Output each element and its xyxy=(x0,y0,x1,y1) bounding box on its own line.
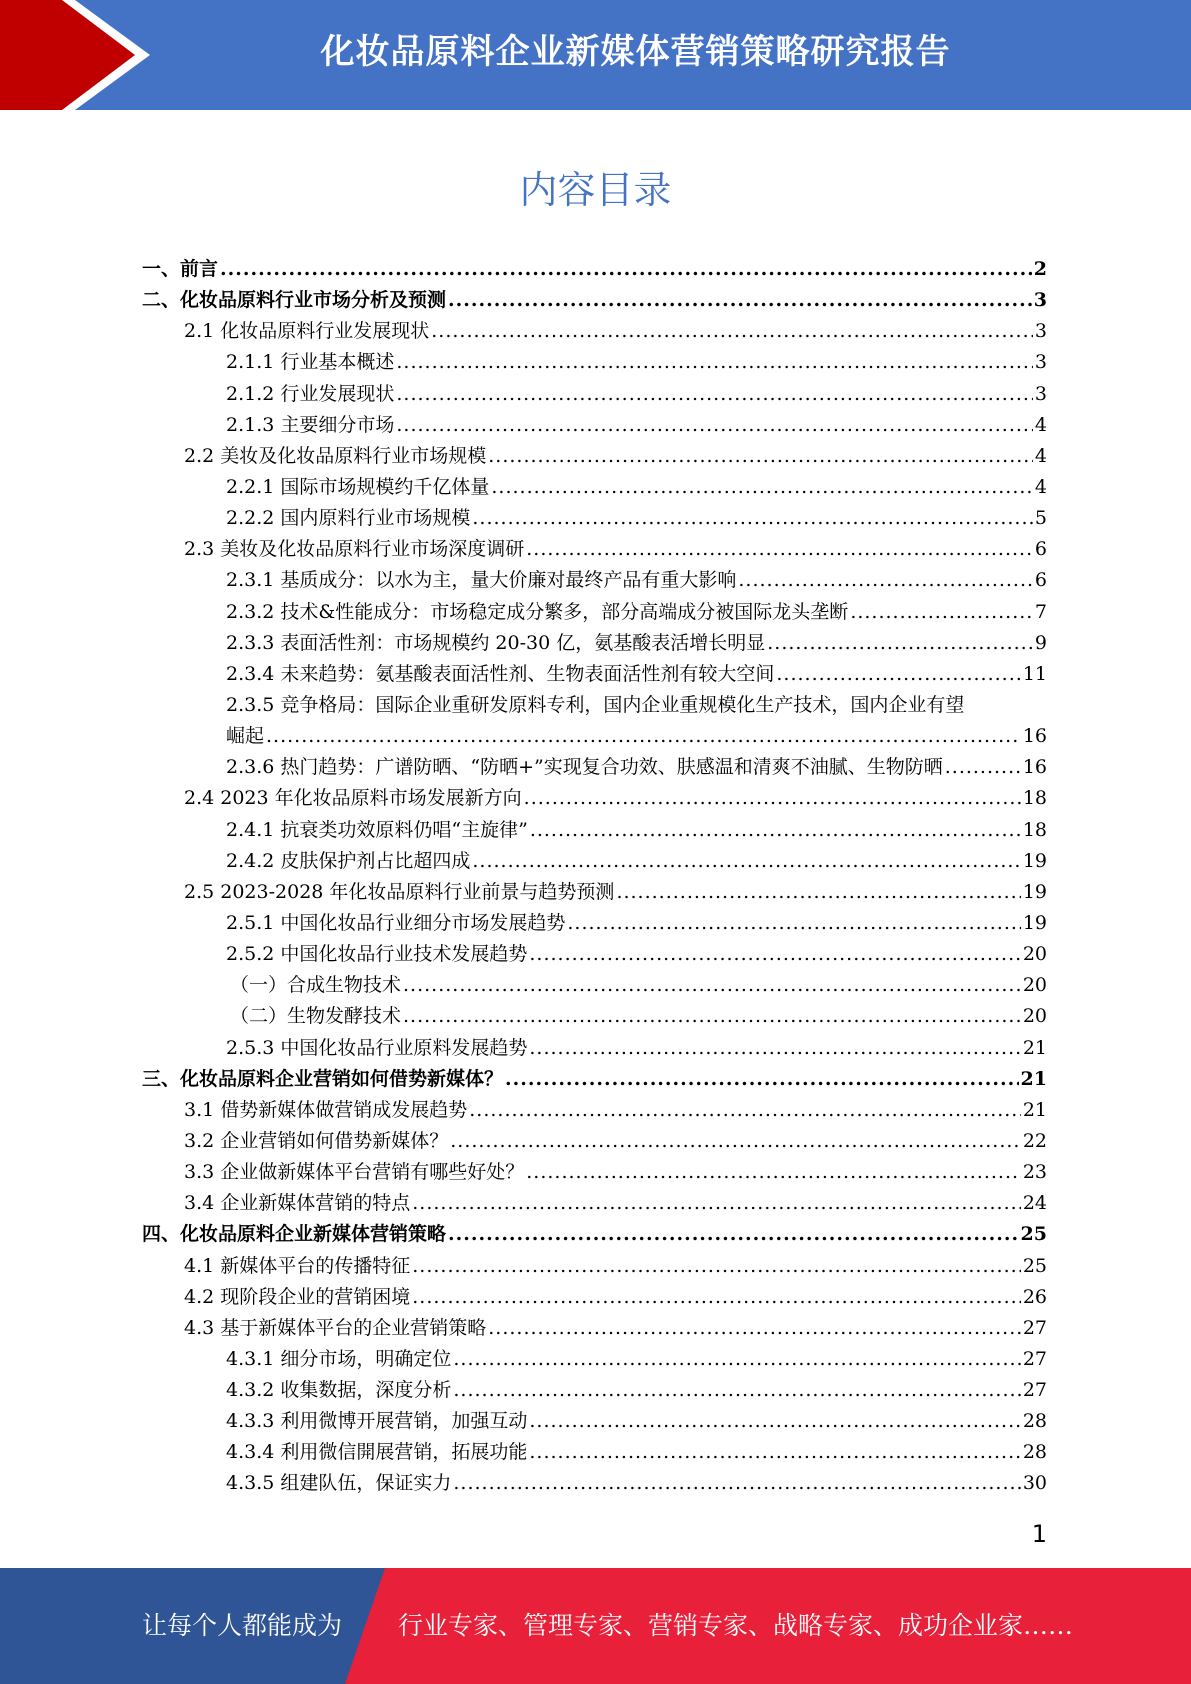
toc-entry-page: 28 xyxy=(1022,1441,1047,1464)
footer-slogan-left: 让每个人都能成为 xyxy=(142,1611,343,1640)
toc-entry[interactable] xyxy=(142,721,1047,752)
toc-leader-dots xyxy=(488,441,1033,472)
toc-entry-label: 2.1.1 行业基本概述 xyxy=(226,351,395,374)
toc-leader-dots xyxy=(469,1095,1021,1126)
toc-entry-page: 18 xyxy=(1022,818,1047,841)
toc-entry-label: 2.5 2023-2028 年化妆品原料行业前景与趋势预测 xyxy=(184,880,615,903)
toc-entry[interactable] xyxy=(142,752,1047,783)
toc-leader-dots xyxy=(616,877,1020,908)
toc-entry-label: 2.3.6 热门趋势：广谱防晒、“防晒+”实现复合功效、肤感温和清爽不油腻、生物防晒 xyxy=(226,756,943,779)
toc-leader-dots xyxy=(850,597,1033,628)
toc-entry[interactable] xyxy=(142,410,1047,441)
toc-leader-dots xyxy=(505,1064,1019,1095)
toc-entry-label: 3.1 借势新媒体做营销成发展趋势 xyxy=(184,1098,468,1121)
toc-entry-page: 23 xyxy=(1022,1161,1047,1184)
toc-entry-label: 4.2 现阶段企业的营销困境 xyxy=(184,1285,411,1308)
toc-entry[interactable] xyxy=(142,939,1047,970)
toc-entry-label: 4.3.2 收集数据，深度分析 xyxy=(226,1379,452,1402)
toc-entry-page: 27 xyxy=(1022,1316,1047,1339)
toc-entry-label: 2.4.2 皮肤保护剂占比超四成 xyxy=(226,849,471,872)
toc-entry-label: 2.2 美妆及化妆品原料行业市场规模 xyxy=(184,444,487,467)
toc-entry-label: 2.3.1 基质成分：以水为主，量大价廉对最终产品有重大影响 xyxy=(226,569,737,592)
toc-leader-dots xyxy=(266,721,1021,752)
toc-entry[interactable] xyxy=(142,628,1047,659)
footer-slogan-right: 行业专家、管理专家、营销专家、战略专家、成功企业家…… xyxy=(398,1611,1074,1640)
toc-leader-dots xyxy=(529,1406,1020,1437)
toc-entry-page: 16 xyxy=(1022,756,1047,779)
toc-entry-label: （二）生物发酵技术 xyxy=(230,1005,402,1028)
toc-entry-label: 2.3 美妆及化妆品原料行业市场深度调研 xyxy=(184,538,525,561)
toc-entry[interactable] xyxy=(142,1375,1047,1406)
toc-entry[interactable] xyxy=(142,254,1047,285)
toc-entry[interactable] xyxy=(142,970,1047,1001)
toc-leader-dots xyxy=(567,908,1020,939)
toc-entry-label: 2.1.3 主要细分市场 xyxy=(226,413,395,436)
toc-entry[interactable] xyxy=(142,877,1047,908)
toc-entry-label: 2.5.1 中国化妆品行业细分市场发展趋势 xyxy=(226,911,566,934)
toc-entry-page: 11 xyxy=(1022,662,1047,685)
toc-entry-page: 6 xyxy=(1034,538,1047,561)
toc-leader-dots xyxy=(776,659,1020,690)
toc-leader-dots xyxy=(396,379,1033,410)
toc-entry-page: 19 xyxy=(1022,849,1047,872)
toc-entry[interactable] xyxy=(142,1437,1047,1468)
page-number: 1 xyxy=(1031,1520,1047,1548)
toc-entry-label: 3.2 企业营销如何借势新媒体？ xyxy=(184,1129,449,1152)
toc-entry[interactable] xyxy=(142,1313,1047,1344)
toc-entry-label: 崛起 xyxy=(226,725,265,748)
toc-entry[interactable] xyxy=(142,783,1047,814)
toc-entry-label: （一）合成生物技术 xyxy=(230,974,402,997)
toc-entry-page: 3 xyxy=(1033,289,1047,312)
toc-entry-label: 三、化妆品原料企业营销如何借势新媒体？ xyxy=(142,1067,504,1090)
toc-entry-page: 28 xyxy=(1022,1410,1047,1433)
toc-leader-dots xyxy=(448,285,1032,316)
header-banner xyxy=(0,0,1191,110)
toc-entry[interactable] xyxy=(142,1157,1047,1188)
footer-banner xyxy=(0,1568,1191,1684)
toc-entry-page: 4 xyxy=(1034,413,1047,436)
toc-leader-dots xyxy=(530,815,1021,846)
toc-entry-page: 3 xyxy=(1034,351,1047,374)
toc-entry-label: 4.3.1 细分市场，明确定位 xyxy=(226,1347,452,1370)
toc-leader-dots xyxy=(403,1001,1021,1032)
toc-entry[interactable] xyxy=(142,565,1047,596)
toc-leader-dots xyxy=(472,503,1033,534)
toc-entry-page: 27 xyxy=(1022,1379,1047,1402)
toc-entry[interactable] xyxy=(142,1001,1047,1032)
toc-leader-dots xyxy=(396,347,1033,378)
toc-entry-label: 3.3 企业做新媒体平台营销有哪些好处？ xyxy=(184,1161,525,1184)
toc-leader-dots xyxy=(453,1344,1020,1375)
toc-leader-dots xyxy=(403,970,1021,1001)
toc-leader-dots xyxy=(450,1126,1021,1157)
toc-entry-page: 5 xyxy=(1034,507,1047,530)
toc-entry-page: 20 xyxy=(1022,943,1047,966)
toc-entry-page: 20 xyxy=(1022,1005,1047,1028)
toc-leader-dots xyxy=(488,1313,1021,1344)
toc-entry[interactable] xyxy=(142,659,1047,690)
toc-entry[interactable] xyxy=(142,379,1047,410)
toc-entry-page: 3 xyxy=(1034,382,1047,405)
toc-entry-page: 16 xyxy=(1022,725,1047,748)
toc-entry-label: 2.5.3 中国化妆品行业原料发展趋势 xyxy=(226,1036,528,1059)
toc-entry[interactable] xyxy=(142,1219,1047,1250)
toc-leader-dots xyxy=(524,783,1021,814)
toc-entry-label: 四、化妆品原料企业新媒体营销策略 xyxy=(142,1223,447,1246)
toc-entry-label: 2.3.5 竞争格局：国际企业重研发原料专利，国内企业重规模化生产技术，国内企业有望 xyxy=(226,693,965,716)
toc-entry[interactable] xyxy=(142,1064,1047,1095)
toc-entry-page: 21 xyxy=(1020,1067,1047,1090)
toc-leader-dots xyxy=(529,939,1020,970)
toc-entry[interactable] xyxy=(142,908,1047,939)
toc-entry-page: 21 xyxy=(1022,1098,1047,1121)
toc-entry-label: 4.3.4 利用微信開展营销，拓展功能 xyxy=(226,1441,528,1464)
toc-entry[interactable] xyxy=(142,1344,1047,1375)
toc-leader-dots xyxy=(453,1375,1020,1406)
toc-entry-label: 一、前言 xyxy=(142,258,219,280)
toc-entry-label: 2.1.2 行业发展现状 xyxy=(226,382,395,405)
toc-title: 内容目录 xyxy=(519,168,672,212)
toc-entry-page: 20 xyxy=(1022,974,1047,997)
toc-entry-page: 2 xyxy=(1033,258,1047,280)
toc-entry[interactable] xyxy=(142,1251,1047,1282)
toc-entry-label: 二、化妆品原料行业市场分析及预测 xyxy=(142,289,447,312)
toc-leader-dots xyxy=(412,1188,1021,1219)
toc-entry-label: 2.3.2 技术&性能成分：市场稳定成分繁多，部分高端成分被国际龙头垄断 xyxy=(226,600,849,623)
toc-entry[interactable] xyxy=(142,846,1047,877)
toc-entry-label: 2.4 2023 年化妆品原料市场发展新方向 xyxy=(184,787,522,810)
toc-entry-page: 25 xyxy=(1022,1254,1047,1277)
toc-leader-dots xyxy=(448,1219,1019,1250)
toc-leader-dots xyxy=(431,316,1033,347)
toc-entry[interactable] xyxy=(142,347,1047,378)
toc-entry-page: 25 xyxy=(1020,1223,1047,1246)
toc-leader-dots xyxy=(491,472,1033,503)
toc-entry[interactable] xyxy=(142,815,1047,846)
toc-entry[interactable] xyxy=(142,534,1047,565)
toc-entry[interactable] xyxy=(142,1406,1047,1437)
toc-entry-label: 4.3.3 利用微博开展营销，加强互动 xyxy=(226,1410,528,1433)
toc-entry[interactable] xyxy=(142,285,1047,316)
toc-entry-page: 26 xyxy=(1022,1285,1047,1308)
toc-entry-page: 3 xyxy=(1034,320,1047,343)
toc-entry-page: 30 xyxy=(1022,1472,1047,1495)
toc-entry-page: 21 xyxy=(1022,1036,1047,1059)
toc-entry[interactable] xyxy=(142,1126,1047,1157)
toc-entry-page: 6 xyxy=(1034,569,1047,592)
toc-leader-dots xyxy=(412,1251,1021,1282)
toc-leader-dots xyxy=(767,628,1033,659)
toc-entry[interactable] xyxy=(142,316,1047,347)
toc-entry[interactable] xyxy=(142,1282,1047,1313)
toc-leader-dots xyxy=(738,565,1033,596)
toc-entry-page: 4 xyxy=(1034,444,1047,467)
toc-entry-label: 3.4 企业新媒体营销的特点 xyxy=(184,1192,411,1215)
table-of-contents xyxy=(142,254,1047,1500)
toc-entry-label: 2.1 化妆品原料行业发展现状 xyxy=(184,320,430,343)
toc-entry-label: 2.2.2 国内原料行业市场规模 xyxy=(226,507,471,530)
toc-entry-page: 19 xyxy=(1022,880,1047,903)
toc-entry-label: 2.2.1 国际市场规模约千亿体量 xyxy=(226,475,490,498)
toc-leader-dots xyxy=(529,1437,1020,1468)
toc-leader-dots xyxy=(453,1468,1020,1499)
toc-leader-dots xyxy=(529,1033,1020,1064)
toc-entry-label: 2.3.3 表面活性剂：市场规模约 20-30 亿，氨基酸表活增长明显 xyxy=(226,631,766,654)
toc-entry[interactable] xyxy=(142,1095,1047,1126)
toc-entry[interactable] xyxy=(142,472,1047,503)
toc-entry-label: 2.5.2 中国化妆品行业技术发展趋势 xyxy=(226,943,528,966)
toc-entry[interactable] xyxy=(142,597,1047,628)
toc-leader-dots xyxy=(396,410,1033,441)
toc-entry[interactable] xyxy=(142,503,1047,534)
toc-entry-label: 2.3.4 未来趋势：氨基酸表面活性剂、生物表面活性剂有较大空间 xyxy=(226,662,775,685)
toc-entry-page: 7 xyxy=(1034,600,1047,623)
toc-entry-page: 19 xyxy=(1022,911,1047,934)
toc-entry-label: 4.1 新媒体平台的传播特征 xyxy=(184,1254,411,1277)
toc-entry-page: 22 xyxy=(1022,1129,1047,1152)
toc-entry-label: 4.3.5 组建队伍，保证实力 xyxy=(226,1472,452,1495)
toc-leader-dots xyxy=(945,752,1021,783)
toc-entry-page: 18 xyxy=(1022,787,1047,810)
toc-entry-page: 24 xyxy=(1022,1192,1047,1215)
toc-entry-label: 2.4.1 抗衰类功效原料仍唱“主旋律” xyxy=(226,818,528,841)
toc-entry[interactable] xyxy=(142,690,1047,721)
toc-leader-dots xyxy=(220,254,1032,285)
toc-leader-dots xyxy=(526,534,1033,565)
toc-entry[interactable] xyxy=(142,1033,1047,1064)
toc-entry-page: 4 xyxy=(1034,475,1047,498)
toc-entry[interactable] xyxy=(142,1188,1047,1219)
toc-entry-label: 4.3 基于新媒体平台的企业营销策略 xyxy=(184,1316,487,1339)
toc-leader-dots xyxy=(526,1157,1021,1188)
toc-entry-page: 27 xyxy=(1022,1347,1047,1370)
toc-leader-dots xyxy=(412,1282,1021,1313)
toc-leader-dots xyxy=(472,846,1020,877)
toc-entry[interactable] xyxy=(142,441,1047,472)
toc-entry-page: 9 xyxy=(1034,631,1047,654)
header-title: 化妆品原料企业新媒体营销策略研究报告 xyxy=(320,32,951,72)
toc-entry[interactable] xyxy=(142,1468,1047,1499)
